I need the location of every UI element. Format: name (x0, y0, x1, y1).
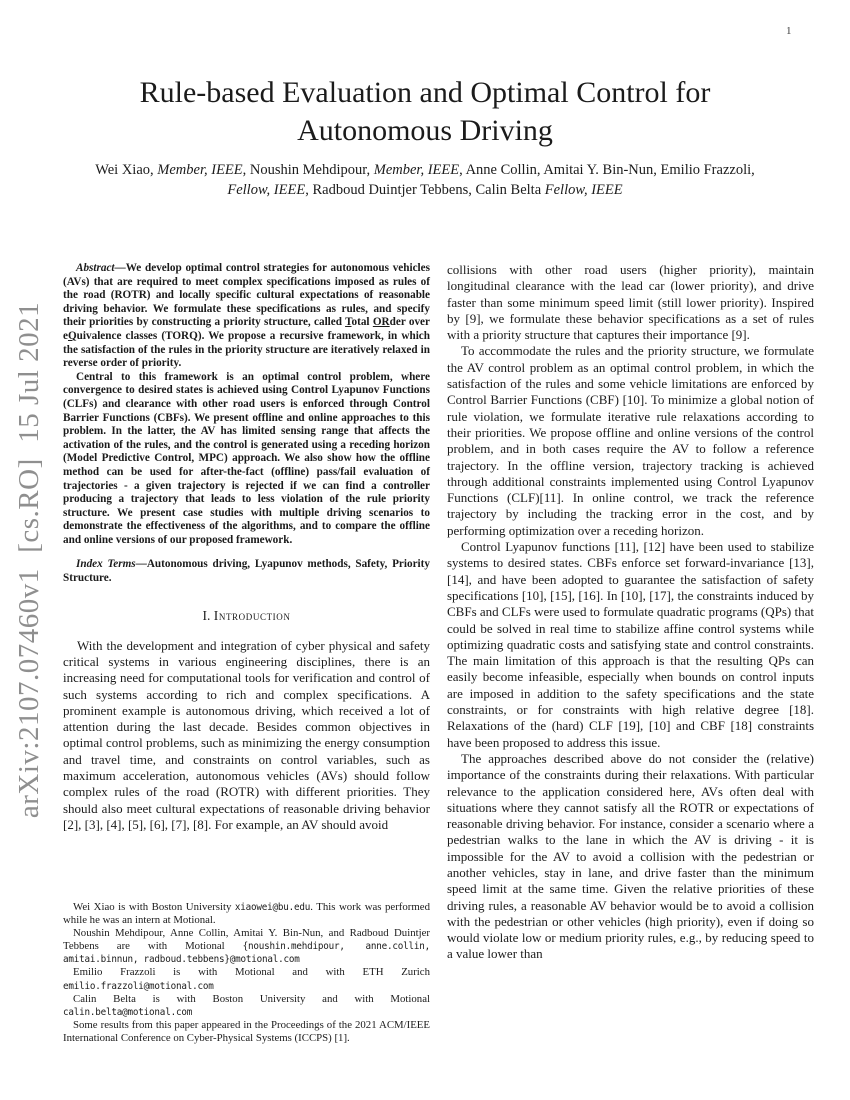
section-title: Introduction (213, 607, 291, 623)
body-paragraph-2: To accommodate the rules and the priority structure, we formulate the AV control problem as an optimal control problem, in which the satisfaction of the rules and some vehicle limitations are enforced by Control Barrier Functions (CBF) [10]. To minimize a global notion of rule violation, we formulate iterative rule relaxations according to their priorities. We propose offline and online versions of the control problem, and in both cases require the AV to follow a reference trajectory. In the offline version, trajectory tracking is achieved through additional constraints implemented using Control Lyapunov Functions (CLF)[11]. In online control, we track the reference trajectory by including the tracking error in the cost, and by performing optimization over a receding horizon. (447, 343, 814, 538)
paper-title: Rule-based Evaluation and Optimal Control for Autonomous Driving (139, 76, 711, 147)
section-number: I. (202, 607, 211, 623)
section-heading-introduction (63, 608, 430, 624)
arxiv-watermark: arXiv:2107.07460v1 [cs.RO] 15 Jul 2021 (13, 301, 45, 819)
footnote-3: Emilio Frazzoli is with Motional and with ETH Zurich emilio.frazzoli@motional.com (63, 966, 430, 992)
footnotes (63, 901, 430, 1045)
right-column (447, 262, 814, 963)
footnote-4: Calin Belta is with Boston University and with Motional calin.belta@motional.com (63, 992, 430, 1018)
index-terms: Index Terms—Autonomous driving, Lyapunov methods, Safety, Priority Structure. (63, 558, 430, 585)
abstract-paragraph-1: Abstract—We develop optimal control strategies for autonomous vehicles (AVs) that are required to meet complex specifications imposed as rules of the road (ROTR) and locally specific cultural expectations of reasonable driving behavior. We formulate these specifications as rules, and specify their priorities by constructing a priority structure, called Total ORder over eQuivalence classes (TORQ). We propose a recursive framework, in which the satisfaction of the rules in the priority structure are iteratively relaxed in reverse order of priority. (63, 262, 430, 370)
page-number: 1 (786, 25, 792, 37)
abstract-paragraph-2: Central to this framework is an optimal control problem, where convergence to desired states is achieved using Control Lyapunov Functions (CLFs) and clearance with other road users is enforced through Control Barrier Functions (CBFs). We present offline and online approaches to this problem. In the latter, the AV has limited sensing range that affects the activation of the rules, and the control is generated using a receding horizon (Model Predictive Control, MPC) approach. We also show how the offline method can be used for after-the-fact (offline) pass/fail evaluation of trajectories - a given trajectory is rejected if we can find a controller producing a trajectory that leads to less violation of the rule priority structure. We present case studies with multiple driving scenarios to demonstrate the effectiveness of the algorithms, and to compare the offline and online versions of our proposed framework. (63, 370, 430, 546)
left-column (63, 262, 430, 1045)
body-paragraph-4: The approaches described above do not consider the (relative) importance of the constraints during their relaxations. With particular relevance to the application considered here, AVs often deal with situations where they cannot satisfy all the ROTR or expectations of reasonable driving behavior. For instance, consider a scenario where a pedestrian walks to the lane in which the AV is driving - it is impossible for the AV to avoid a collision with the pedestrian or another vehicles, stay in lane, and drive faster than the minimum speed limit at the same time. Given the relative priorities of these driving rules, a reasonable AV behavior would be to avoid a collision with the pedestrian or other vehicles (high priority), even if doing so would violate low or medium priority rules, e.g., by reducing speed to a value lower than (447, 750, 814, 962)
body-paragraph-3: Control Lyapunov functions [11], [12] have been used to stabilize systems to desired states. CBFs enforce set forward-invariance [13], [14], and have been adopted to guarantee the satisfaction of safety specifications [10], [15], [16]. In [10], [17], the constraints induced by CBFs and CLFs were used to formulate quadratic programs (QPs) that could be solved in real time to stabilize affine control systems while optimizing quadratic costs and satisfying state and control constraints. The main limitation of this approach is that the resulting QPs can easily become infeasible, especially when bounds on control inputs are imposed in addition to the safety specifications and the state constraints, or for constraints with high relative degree [18]. Relaxations of the (hard) CLF [19], [10] and CBF [18] constraints have been proposed to address this issue. (447, 539, 814, 750)
abstract-section (63, 262, 430, 586)
footnote-1: Wei Xiao is with Boston University xiaowei@bu.edu. This work was performed while he was an intern at Motional. (63, 900, 430, 927)
intro-paragraph-1: With the development and integration of cyber physical and safety critical systems in various engineering disciplines, there is an increasing need for computational tools for verification and control of such systems according to rich and complex specifications. A prominent example is autonomous driving, which received a lot of attention during the last decade. Besides common objectives in optimal control problems, such as minimizing the energy consumption and travel time, and constraints on control variables, such as maximum acceleration, autonomous vehicles (AVs) should follow complex rules of the road (ROTR) with different priorities. They should also meet cultural expectations of reasonable driving behavior [2], [3], [4], [5], [6], [7], [8]. For example, an AV should avoid (63, 637, 430, 832)
footnote-5: Some results from this paper appeared in the Proceedings of the 2021 ACM/IEEE International Conference on Cyber-Physical Systems (ICCPS) [1]. (63, 1018, 430, 1044)
body-paragraph-1: collisions with other road users (higher priority), maintain longitudinal clearance with the lead car (lower priority), and drive faster than some minimum speed limit (still lower priority). Inspired by [9], we formulate these behavior specifications as a set of rules with a priority structure that captures their importance [9]. (447, 262, 814, 343)
footnote-2: Noushin Mehdipour, Anne Collin, Amitai Y. Bin-Nun, and Radboud Duintjer Tebbens are with Motional {noushin.mehdipour, anne.collin, amitai.binnun, radboud.tebbens}@motional.com (63, 927, 430, 966)
author-line: Wei Xiao, Member, IEEE, Noushin Mehdipour, Member, IEEE, Anne Collin, Amitai Y. Bin-Nun, Emilio Frazzoli, Fellow, IEEE, Radboud Duintjer Tebbens, Calin Belta Fellow, IEEE (95, 162, 755, 198)
